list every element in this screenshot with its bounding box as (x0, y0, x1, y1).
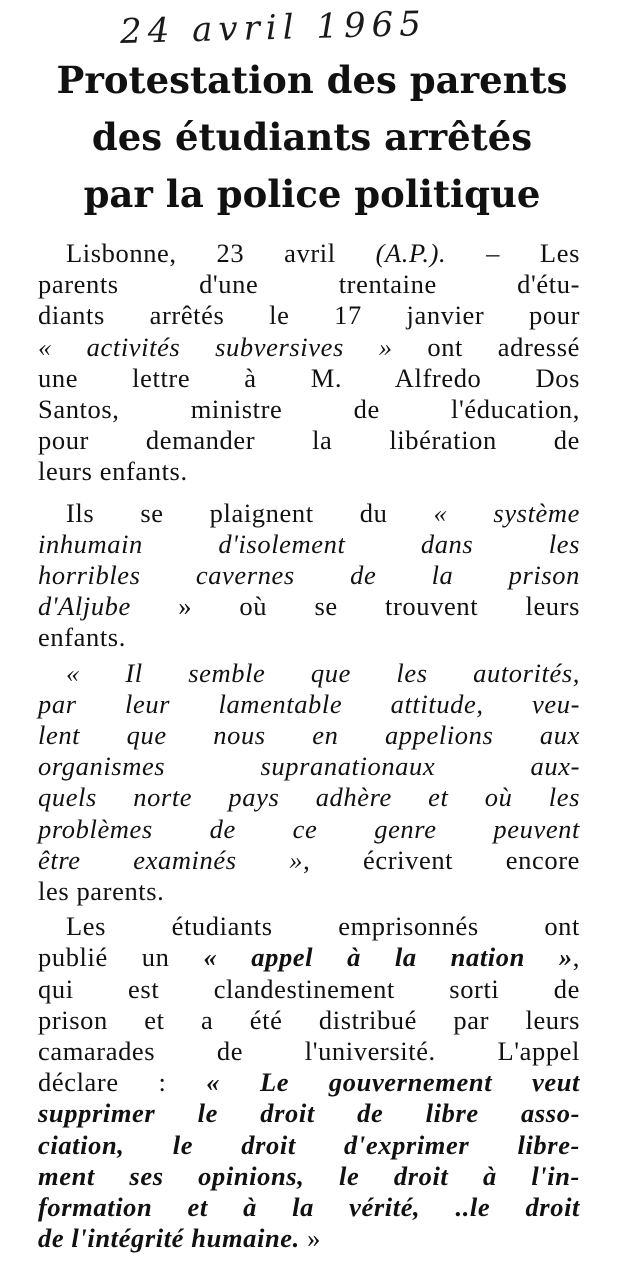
text-line: inhumain d'isolement dans les (38, 528, 580, 559)
text-line: parents d'une trentaine d'étu- (38, 269, 580, 300)
text-line: supprimer le droit de libre asso- (38, 1098, 580, 1129)
text-line (38, 332, 580, 363)
text-line: lent que nous en appelions aux (38, 720, 580, 751)
text-fragment: » (299, 1223, 321, 1254)
dateline-place: Lisbonne, 23 avril (66, 238, 376, 268)
headline-line: par la police politique (83, 172, 541, 216)
text-line (38, 591, 580, 622)
text-line: horribles cavernes de la prison (38, 560, 580, 591)
quote-fragment: « activités subversives » (38, 331, 393, 362)
text-fragment: , écrivent encore (303, 844, 580, 875)
text-line (38, 498, 580, 529)
headline-line: Protestation des parents (56, 58, 568, 102)
text-line: quels norte pays adhère et où les (38, 782, 580, 813)
text-line (38, 942, 580, 973)
text-line: prison et a été distribué par leurs (38, 1004, 580, 1035)
text-line: ciation, le droit d'exprimer libre- (38, 1129, 580, 1160)
text-line: une lettre à M. Alfredo Dos (38, 362, 580, 393)
text-line: ment ses opinions, le droit à l'in- (38, 1160, 580, 1191)
text-line: Les étudiants emprisonnés ont (66, 911, 580, 942)
text-line: leurs enfants. (38, 456, 188, 487)
text-line: Santos, ministre de l'éducation, (38, 394, 580, 425)
text-line (38, 1223, 580, 1254)
paragraph-dateline (38, 238, 580, 488)
text-line: enfants. (38, 622, 126, 653)
text-line: les parents. (38, 876, 165, 907)
text-line (38, 238, 580, 269)
agency-credit: (A.P.). (375, 238, 447, 268)
text-line: pour demander la libération de (38, 425, 580, 456)
handwritten-date: 24 avril 1965 (119, 3, 428, 53)
text-line: organismes supranationaux aux- (38, 751, 580, 782)
text-line (38, 1067, 580, 1098)
text-line: problèmes de ce genre peuvent (38, 813, 580, 844)
text-line: diants arrêtés le 17 janvier pour (38, 300, 580, 331)
headline-line: des étudiants arrêtés (91, 115, 533, 159)
quote-fragment: « système (433, 497, 581, 528)
quote-fragment: « Le gouvernement veut (206, 1067, 580, 1098)
text-fragment: ont adressé (392, 331, 580, 362)
paragraph-appeal (38, 911, 580, 1254)
quote-fragment: de l'intégrité humaine. (38, 1223, 300, 1254)
article-body (38, 238, 580, 1255)
paragraph-quote (38, 658, 580, 908)
text-line: par leur lamentable attitude, veu- (38, 688, 580, 719)
text-fragment: publié un (38, 942, 204, 973)
text-line: camarades de l'université. L'appel (38, 1036, 580, 1067)
text-line (38, 845, 580, 876)
text-fragment: – Les (446, 238, 580, 268)
text-fragment: Ils se plaignent du (66, 497, 434, 528)
quote-fragment: d'Aljube (38, 591, 131, 622)
text-fragment: » où se trouvent leurs (130, 591, 580, 622)
text-line: qui est clandestinement sorti de (38, 973, 580, 1004)
article-headline (30, 52, 594, 223)
paragraph-complaint (38, 498, 580, 654)
quote-fragment: être examinés » (38, 844, 304, 875)
text-fragment: déclare : (38, 1067, 207, 1098)
text-line: « Il semble que les autorités, (66, 657, 580, 688)
text-line: formation et à la vérité, ..le droit (38, 1192, 580, 1223)
text-fragment: , (572, 942, 580, 973)
quote-fragment: « appel à la nation » (203, 942, 573, 973)
